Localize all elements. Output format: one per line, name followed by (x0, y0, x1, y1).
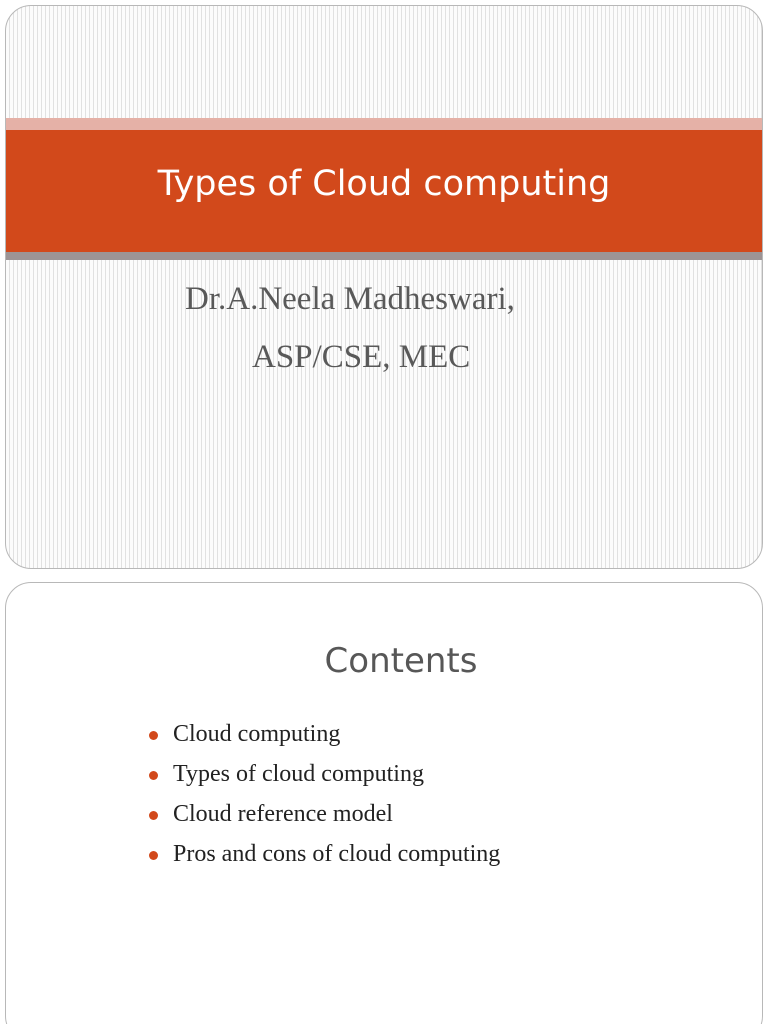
list-item-label: Pros and cons of cloud computing (173, 841, 501, 867)
title-slide (5, 5, 763, 569)
bullet-icon (149, 771, 158, 780)
list-item (149, 841, 500, 881)
author-affiliation: ASP/CSE, MEC (252, 339, 471, 375)
bullet-icon (149, 811, 158, 820)
bullet-icon (149, 851, 158, 860)
list-item (149, 801, 500, 841)
list-item (149, 761, 500, 801)
list-item-label: Types of cloud computing (173, 761, 424, 787)
contents-title: Contents (324, 641, 478, 681)
list-item-label: Cloud computing (173, 721, 341, 747)
list-item (149, 721, 500, 761)
slide-title: Types of Cloud computing (157, 164, 611, 204)
title-band-top-stripe (6, 118, 762, 130)
author-name: Dr.A.Neela Madheswari, (185, 281, 515, 317)
bullet-icon (149, 731, 158, 740)
contents-slide (5, 582, 763, 1024)
contents-list (149, 721, 500, 881)
list-item-label: Cloud reference model (173, 801, 393, 827)
title-band-bottom-stripe (6, 252, 762, 260)
